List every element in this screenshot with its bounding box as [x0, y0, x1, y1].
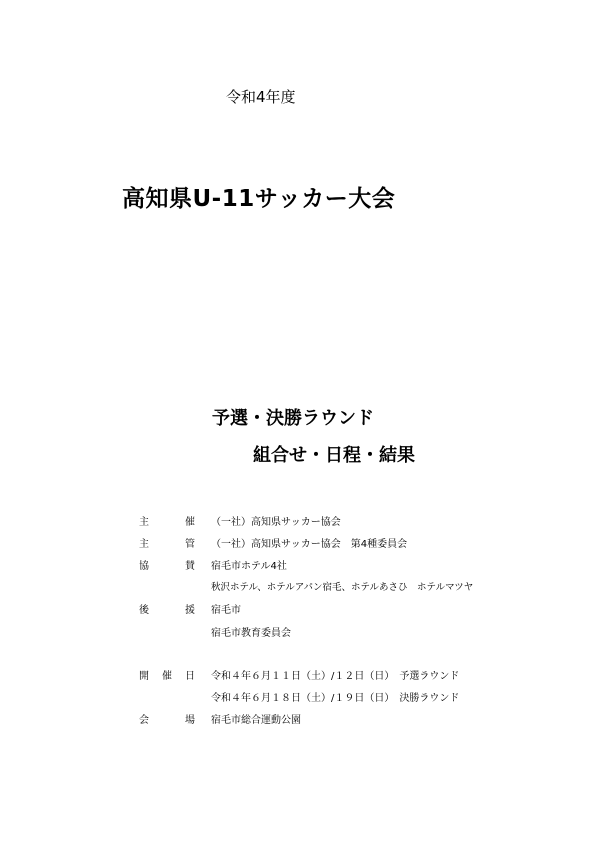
- venue-value: 宿毛市総合運動公園: [211, 715, 301, 726]
- date-value-2: 令和４年６月１８日（土）/１９日（日） 決勝ラウンド: [211, 693, 460, 704]
- cosponsor-label-char-1: 協: [139, 561, 149, 572]
- host-label: [139, 513, 195, 528]
- host-label-char-2: 催: [185, 517, 195, 528]
- date-label-char-3: 日: [185, 671, 195, 682]
- subtitle-schedule: 組合せ・日程・結果: [253, 445, 415, 466]
- cosponsor-label-char-2: 賛: [185, 561, 195, 572]
- organizer-label-char-2: 管: [185, 539, 195, 550]
- host-value: （一社）高知県サッカー協会: [211, 517, 341, 528]
- date-label-char-2: 催: [162, 671, 172, 682]
- support-label-char-1: 後: [139, 605, 149, 616]
- organizer-value: （一社）高知県サッカー協会 第4種委員会: [211, 539, 408, 550]
- venue-label-char-2: 場: [185, 715, 195, 726]
- fiscal-year: 令和4年度: [226, 88, 296, 106]
- date-label: [139, 667, 195, 682]
- main-title: 高知県U-11サッカー大会: [122, 186, 396, 212]
- venue-label-char-1: 会: [139, 715, 149, 726]
- support-value-1: 宿毛市: [211, 605, 241, 616]
- organizer-label: [139, 535, 195, 550]
- cosponsor-value-1: 宿毛市ホテル4社: [211, 561, 287, 572]
- date-label-char-1: 開: [139, 671, 149, 682]
- support-label: [139, 601, 195, 616]
- venue-label: [139, 711, 195, 726]
- organizer-label-char-1: 主: [139, 539, 149, 550]
- support-value-2: 宿毛市教育委員会: [211, 628, 291, 639]
- subtitle-rounds: 予選・決勝ラウンド: [212, 408, 374, 429]
- cosponsor-label: [139, 557, 195, 572]
- host-label-char-1: 主: [139, 517, 149, 528]
- cosponsor-value-2: 秋沢ホテル、ホテルアパン宿毛、ホテルあさひ ホテルマツヤ: [211, 582, 474, 593]
- support-label-char-2: 援: [185, 605, 195, 616]
- date-value-1: 令和４年６月１１日（土）/１２日（日） 予選ラウンド: [211, 671, 460, 682]
